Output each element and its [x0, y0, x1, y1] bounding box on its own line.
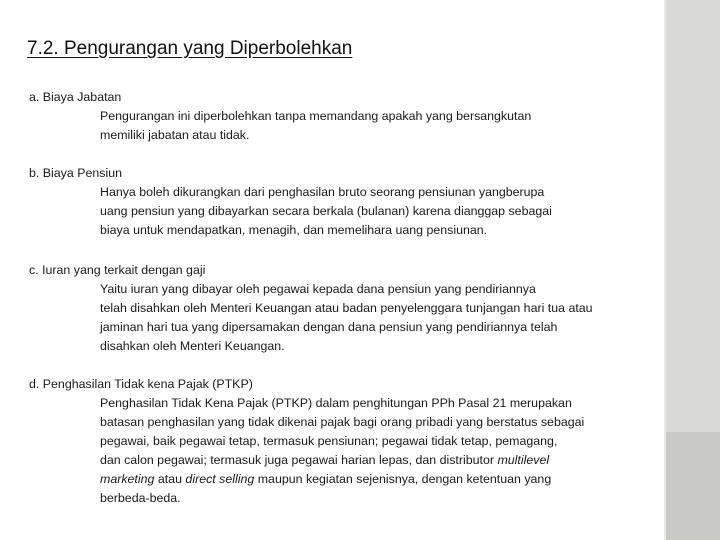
section-heading: c. Iuran yang terkait dengan gaji: [29, 263, 206, 277]
section-ptkp: [29, 375, 699, 508]
body-line: disahkan oleh Menteri Keuangan.: [100, 339, 285, 353]
section-body: [29, 394, 680, 508]
body-line: Pengurangan ini diperbolehkan tanpa memandang apakah yang bersangkutan: [100, 109, 532, 123]
body-text: dan calon pegawai; termasuk juga pegawai harian lepas, dan distributor: [100, 453, 498, 467]
italic-term: multilevel: [497, 453, 550, 467]
section-biaya-pensiun: [29, 164, 699, 240]
body-text: atau: [154, 472, 186, 486]
body-line: Penghasilan Tidak Kena Pajak (PTKP) dalam penghitungan PPh Pasal 21 merupakan: [100, 396, 572, 410]
body-line: telah disahkan oleh Menteri Keuangan atau badan penyelenggara tunjangan hari tua atau: [100, 301, 593, 315]
body-line: batasan penghasilan yang tidak dikenai pajak bagi orang pribadi yang berstatus sebagai: [100, 415, 585, 429]
body-line: biaya untuk mendapatkan, menagih, dan memelihara uang pensiunan.: [100, 223, 488, 237]
section-heading: b. Biaya Pensiun: [29, 166, 122, 180]
italic-term: marketing: [100, 472, 155, 486]
body-line: Yaitu iuran yang dibayar oleh pegawai kepada dana pensiun yang pendiriannya: [100, 282, 536, 296]
section-iuran-gaji: [29, 261, 699, 356]
body-line: pegawai, baik pegawai tetap, termasuk pensiunan; pegawai tidak tetap, pemagang,: [100, 434, 558, 448]
body-line: jaminan hari tua yang dipersamakan dengan dana pensiun yang pendiriannya telah: [100, 320, 558, 334]
section-body: [29, 107, 680, 145]
body-line: memiliki jabatan atau tidak.: [100, 128, 250, 142]
body-line: [100, 451, 680, 470]
section-heading: d. Penghasilan Tidak kena Pajak (PTKP): [29, 377, 253, 391]
body-line: uang pensiun yang dibayarkan secara berkala (bulanan) karena dianggap sebagai: [100, 204, 552, 218]
section-heading: a. Biaya Jabatan: [29, 90, 122, 104]
body-line: Hanya boleh dikurangkan dari penghasilan bruto seorang pensiunan yangberupa: [100, 185, 545, 199]
slide-title: 7.2. Pengurangan yang Diperbolehkan: [27, 38, 353, 59]
italic-term: direct selling: [185, 472, 255, 486]
body-line: [100, 470, 680, 489]
section-body: [29, 280, 680, 356]
section-biaya-jabatan: [29, 88, 699, 145]
section-body: [29, 183, 680, 240]
body-line: berbeda-beda.: [100, 491, 181, 505]
body-text: maupun kegiatan sejenisnya, dengan ketentuan yang: [254, 472, 552, 486]
